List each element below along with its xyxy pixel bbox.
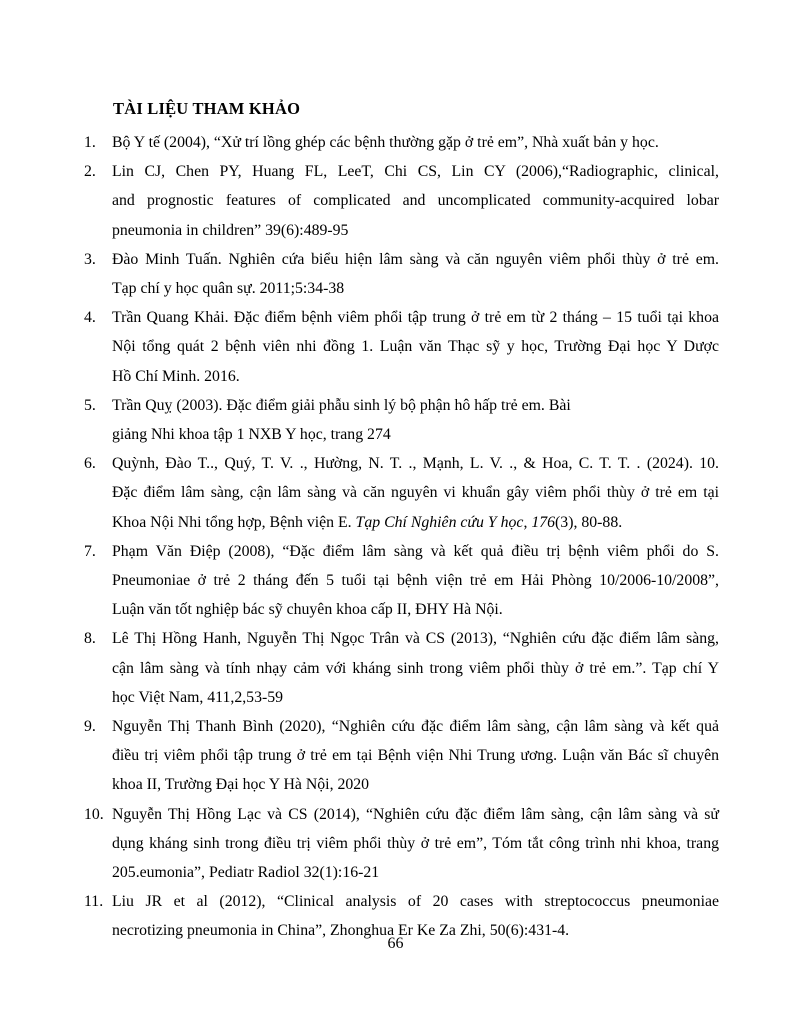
reference-line: Trần Quỵ (2003). Đặc điểm giải phẫu sinh lý bộ phận hô hấp trẻ em. Bài [112, 396, 571, 414]
reference-line: Luận văn tốt nghiệp bác sỹ chuyên khoa cấp II, ĐHY Hà Nội. [112, 601, 503, 619]
reference-item-3 [84, 245, 719, 303]
reference-line: Quỳnh, Đào T.., Quý, T. V. ., Hường, N. T. ., Mạnh, L. V. ., & Hoa, C. T. T. . (2024). 10. [112, 455, 719, 473]
reference-item-8 [84, 624, 719, 712]
reference-line: dụng kháng sinh trong điều trị viêm phổi thùy ở trẻ em”, Tóm tắt công trình nhi khoa, trang [112, 834, 719, 852]
reference-line: Lê Thị Hồng Hanh, Nguyễn Thị Ngọc Trân và CS (2013), “Nghiên cứu đặc điểm lâm sàng, [112, 630, 719, 648]
reference-line [84, 508, 719, 537]
reference-line: Phạm Văn Điệp (2008), “Đặc điểm lâm sàng và kết quả điều trị bệnh viêm phổi do S. [112, 542, 719, 560]
reference-item-5 [84, 391, 719, 449]
reference-number: 1. [84, 134, 96, 151]
reference-separator: , [523, 513, 532, 531]
reference-number: 8. [84, 630, 96, 648]
reference-number: 11. [84, 893, 104, 911]
reference-line: Trần Quang Khải. Đặc điểm bệnh viêm phổi tập trung ở trẻ em từ 2 tháng – 15 tuổi tại khoa [112, 309, 719, 327]
reference-number: 6. [84, 455, 96, 473]
reference-line: Hồ Chí Minh. 2016. [112, 367, 240, 385]
reference-line: khoa II, Trường Đại học Y Hà Nội, 2020 [112, 776, 370, 794]
reference-line: Nguyễn Thị Thanh Bình (2020), “Nghiên cứu đặc điểm lâm sàng, cận lâm sàng và kết quả [112, 718, 719, 736]
reference-tail: (3), 80-88. [555, 513, 623, 531]
reference-item-7 [84, 537, 719, 625]
reference-number: 3. [84, 250, 96, 268]
reference-line: necrotizing pneumonia in China”, Zhonghua Er Ke Za Zhi, 50(6):431-4. [112, 922, 570, 940]
references-heading: TÀI LIỆU THAM KHẢO [113, 99, 301, 118]
journal-volume: 176 [531, 513, 556, 531]
reference-item-10 [84, 800, 719, 888]
reference-line: Đào Minh Tuấn. Nghiên cứa biểu hiện lâm sàng và căn nguyên viêm phổi thùy ở trẻ em. [112, 250, 719, 268]
reference-number: 4. [84, 309, 96, 327]
reference-item-4 [84, 303, 719, 391]
reference-item-2 [84, 157, 719, 245]
reference-number: 5. [84, 396, 96, 414]
reference-text: Khoa Nội Nhi tổng hợp, Bệnh viện E. [112, 513, 356, 531]
reference-line: Nguyễn Thị Hồng Lạc và CS (2014), “Nghiên cứu đặc điểm lâm sàng, cận lâm sàng và sử [112, 805, 719, 823]
reference-number: 9. [84, 718, 96, 736]
journal-title: Tạp Chí Nghiên cứu Y học [355, 513, 524, 531]
reference-line: Đặc điểm lâm sàng, cận lâm sàng và căn nguyên vi khuẩn gây viêm phổi thùy ở trẻ em tại [112, 484, 719, 502]
page-number: 66 [387, 935, 404, 952]
reference-line: 205.eumonia”, Pediatr Radiol 32(1):16-21 [112, 864, 380, 882]
reference-line: cận lâm sàng và tính nhạy cảm với kháng sinh trong viêm phổi thùy ở trẻ em.”. Tạp chí Y [112, 659, 719, 677]
reference-item-1 [84, 128, 719, 157]
reference-line: pneumonia in children” 39(6):489-95 [112, 221, 349, 239]
reference-item-9 [84, 712, 719, 800]
reference-list [84, 128, 719, 946]
reference-line: Tạp chí y học quân sự. 2011;5:34-38 [112, 280, 345, 298]
reference-number: 2. [84, 163, 96, 181]
reference-line: Bộ Y tế (2004), “Xử trí lồng ghép các bệnh thường gặp ở trẻ em”, Nhà xuất bản y học. [112, 134, 659, 151]
reference-line: Liu JR et al (2012), “Clinical analysis of 20 cases with streptococcus pneumoniae [112, 893, 719, 911]
reference-number: 7. [84, 542, 96, 560]
reference-line: học Việt Nam, 411,2,53-59 [112, 688, 284, 706]
reference-item-6 [84, 449, 719, 537]
reference-line: điều trị viêm phổi tập trung ở trẻ em tại Bệnh viện Nhi Trung ương. Luận văn Bác sĩ chuyên [112, 747, 719, 765]
reference-line: Pneumoniae ở trẻ 2 tháng đến 5 tuổi tại bệnh viện trẻ em Hải Phòng 10/2006-10/2008”, [112, 572, 719, 590]
reference-line: Lin CJ, Chen PY, Huang FL, LeeT, Chi CS, Lin CY (2006),“Radiographic, clinical, [112, 163, 719, 181]
reference-line: Nội tổng quát 2 bệnh viên nhi đồng 1. Luận văn Thạc sỹ y học, Trường Đại học Y Dược [112, 338, 719, 356]
reference-number: 10. [84, 805, 104, 823]
reference-line: and prognostic features of complicated and uncomplicated community-acquired lobar [112, 192, 719, 210]
reference-line: giảng Nhi khoa tập 1 NXB Y học, trang 274 [112, 426, 391, 444]
